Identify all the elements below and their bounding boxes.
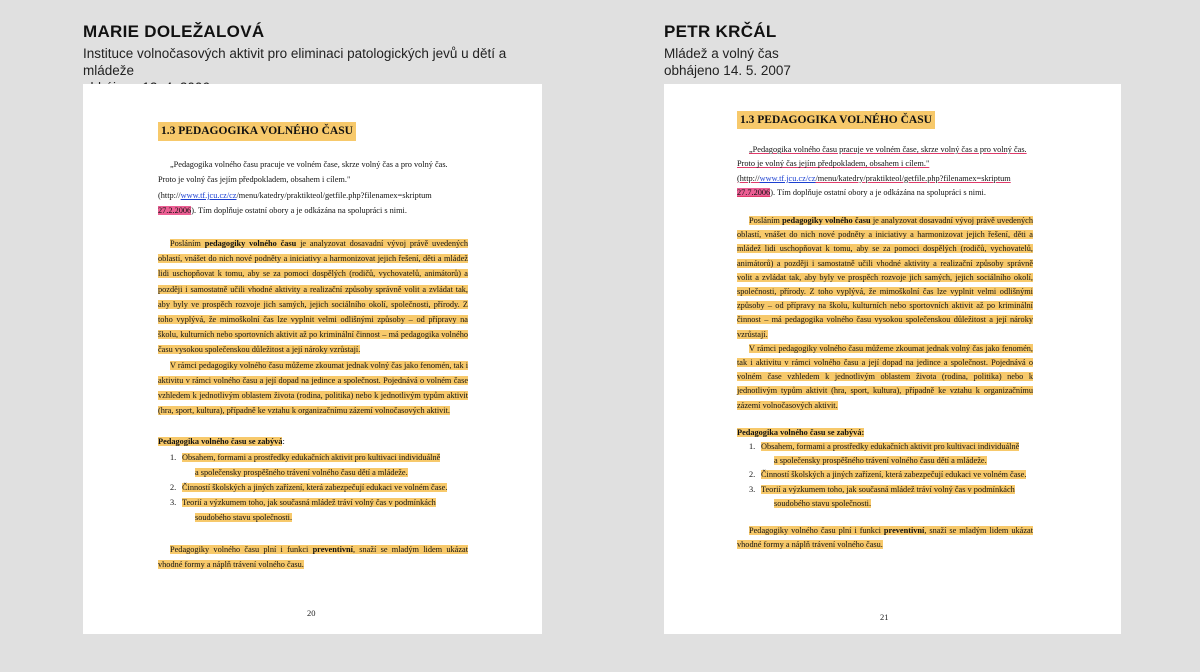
list-title: Pedagogika volného času se zabývá: (158, 437, 285, 447)
thesis-title-right: Mládež a volný čas (664, 46, 779, 61)
section-heading: 1.3 PEDAGOGIKA VOLNÉHO ČASU (737, 111, 935, 129)
paragraph-2: V rámci pedagogiky volného času můžeme zkoumat jednak volný čas jako fenomén, tak i aktivitu v rámci volného času a její dopad na jedince a společnost. Pojednává o volném čase vzhledem k jednotlivým oblastem života (rodina, politika) nebo k jednotlivým typům aktivit (hra, sport, kultura), případně ke vztahu k organizačnímu zázemí volnočasových aktivit. (158, 360, 468, 416)
author-name-right: PETR KRČÁL (664, 22, 777, 41)
list-item: 2. Činností školských a jiných zařízení, která zabezpečují edukaci ve volném čase. (170, 483, 448, 493)
topic-list (749, 440, 1033, 511)
access-date: 27.7.2006 (737, 187, 771, 197)
paragraph-1: Posláním pedagogiky volného času je analyzovat dosavadní vývoj právě uvedených oblastí, vnášet do nich nové podněty a iniciativy a harmonizovat jejich řešení, děti a mládež lidi uschopňovat k tomu, aby se za pomoci dospělých (rodičů, vychovatelů, animátorů) a později i samostatně učili vhodné aktivity a realizační způsoby správně volit a zvládat tak, aby byly ve prospěch rozvoje jich samých, jejich sociálního okolí, společnosti, přírody. Z toho vyplývá, že mimoškolní čas lze vyplnit velmi odlišnými způsoby – od přípravy na školu, kulturních nebo sportovních aktivit až po kriminální činnost – má pedagogika volného času vysokou společenskou důležitost a její nároky vzrůstají. (158, 239, 468, 355)
page-content-left (158, 122, 468, 572)
quote-line: „Pedagogika volného času pracuje ve volném čase, skrze volný čas a pro volný čas. (170, 160, 448, 170)
list-item: 1. Obsahem, formami a prostředky edukačních aktivit pro kultivaci individuálně a společensky prospěšného trávení volného času dětí a mládeže. (170, 452, 441, 477)
list-item: 2. Činností školských a jiných zařízení, která zabezpečují edukaci ve volném čase. (749, 470, 1027, 480)
right-column (664, 0, 1121, 622)
author-name-left: MARIE DOLEŽALOVÁ (83, 22, 265, 41)
source-link[interactable]: www.tf.jcu.cz/cz (180, 190, 237, 200)
topic-list (170, 450, 468, 526)
quote-line: „Pedagogika volného času pracuje ve volném čase, skrze volný čas a pro volný čas. (749, 145, 1027, 155)
document-page-right (664, 84, 1121, 634)
page-number-left: 20 (307, 608, 316, 618)
quote-block: „Pedagogika volného času pracuje ve volném čase, skrze volný čas a pro volný čas. Proto je volný čas jejím předpokladem, obsahem i cílem." (http://www.tf.jcu.cz/cz/menu/katedry/praktikteol/getfile.php?filenamex=skriptum 27.7.2006). Tím doplňuje ostatní obory a je odkázána na spolupráci s nimi. (737, 143, 1033, 200)
access-date: 27.2.2006 (158, 205, 192, 215)
paragraph-1: Posláním pedagogiky volného času je analyzovat dosavadní vývoj právě uvedených oblastí, vnášet do nich nové podněty a iniciativy a harmonizovat jejich řešení, děti a mládež lidi uschopňovat k tomu, aby se za pomoci dospělých (rodičů, vychovatelů, animátorů) a později i samostatně učili vhodné aktivity a realizační způsoby správně volit a zvládat tak, aby byly ve prospěch rozvoje jich samých, jejich sociálního okolí, společnosti, přírody. Z toho vyplývá, že mimoškolní čas lze vyplnit velmi odlišnými způsoby – od přípravy na školu, kulturních nebo sportovních aktivit až po kriminální činnost – má pedagogika volného času vysokou společenskou důležitost a její nároky vzrůstají. (737, 216, 1033, 339)
document-page-left (83, 84, 542, 634)
list-item: 3. Teorií a výzkumem toho, jak současná mládež tráví volný čas v podmínkách soudobého stavu společnosti. (749, 484, 1015, 508)
paragraph-3: Pedagogiky volného času plní i funkci preventivní, snaží se mladým lidem ukázat vhodné formy a náplň trávení volného času. (158, 544, 468, 569)
quote-source: (http://www.tf.jcu.cz/cz/menu/katedry/praktikteol/getfile.php?filenamex=skriptum (737, 173, 1011, 183)
quote-source: (http://www.tf.jcu.cz/cz/menu/katedry/praktikteol/getfile.php?filenamex=skriptum (158, 190, 432, 200)
left-column (83, 0, 543, 618)
page-content-right (737, 111, 1033, 552)
list-item: 3. Teorií a výzkumem toho, jak současná mládež tráví volný čas v podmínkách soudobého stavu společnosti. (170, 498, 436, 523)
page-number-right: 21 (880, 612, 889, 622)
quote-block: „Pedagogika volného času pracuje ve volném čase, skrze volný čas a pro volný čas. Proto je volný čas jejím předpokladem, obsahem i cílem." (http://www.tf.jcu.cz/cz/menu/katedry/praktikteol/getfile.php?filenamex=skriptum 27.2.2006). Tím doplňuje ostatní obory a je odkázána na spolupráci s nimi. (158, 157, 468, 218)
paragraph-3: Pedagogiky volného času plní i funkci preventivní, snaží se mladým lidem ukázat vhodné formy a náplň trávení volného času. (737, 526, 1033, 550)
defense-date-right: obhájeno 14. 5. 2007 (664, 63, 791, 78)
quote-line: Proto je volný čas jejím předpokladem, obsahem i cílem." (158, 175, 351, 185)
source-link[interactable]: www.tf.jcu.cz/cz (759, 173, 816, 183)
paragraph-2: V rámci pedagogiky volného času můžeme zkoumat jednak volný čas jako fenomén, tak i aktivitu v rámci volného času a její dopad na jedince a společnost. Pojednává o volném čase vzhledem k jednotlivým oblastem života (rodina, politika) nebo k jednotlivým typům aktivit (hra, sport, kultura), případně ke vztahu k organizačnímu zázemí volnočasových aktivit. (737, 343, 1033, 410)
thesis-title-left: Instituce volnočasových aktivit pro eliminaci patologických jevů u dětí a mládeže (83, 46, 507, 78)
quote-line: Proto je volný čas jejím předpokladem, obsahem i cílem." (737, 159, 930, 169)
list-title: Pedagogika volného času se zabývá: (737, 427, 865, 437)
list-item: 1. Obsahem, formami a prostředky edukačních aktivit pro kultivaci individuálně a společensky prospěšného trávení volného času dětí a mládeže. (749, 442, 1020, 466)
section-heading: 1.3 PEDAGOGIKA VOLNÉHO ČASU (158, 122, 356, 141)
